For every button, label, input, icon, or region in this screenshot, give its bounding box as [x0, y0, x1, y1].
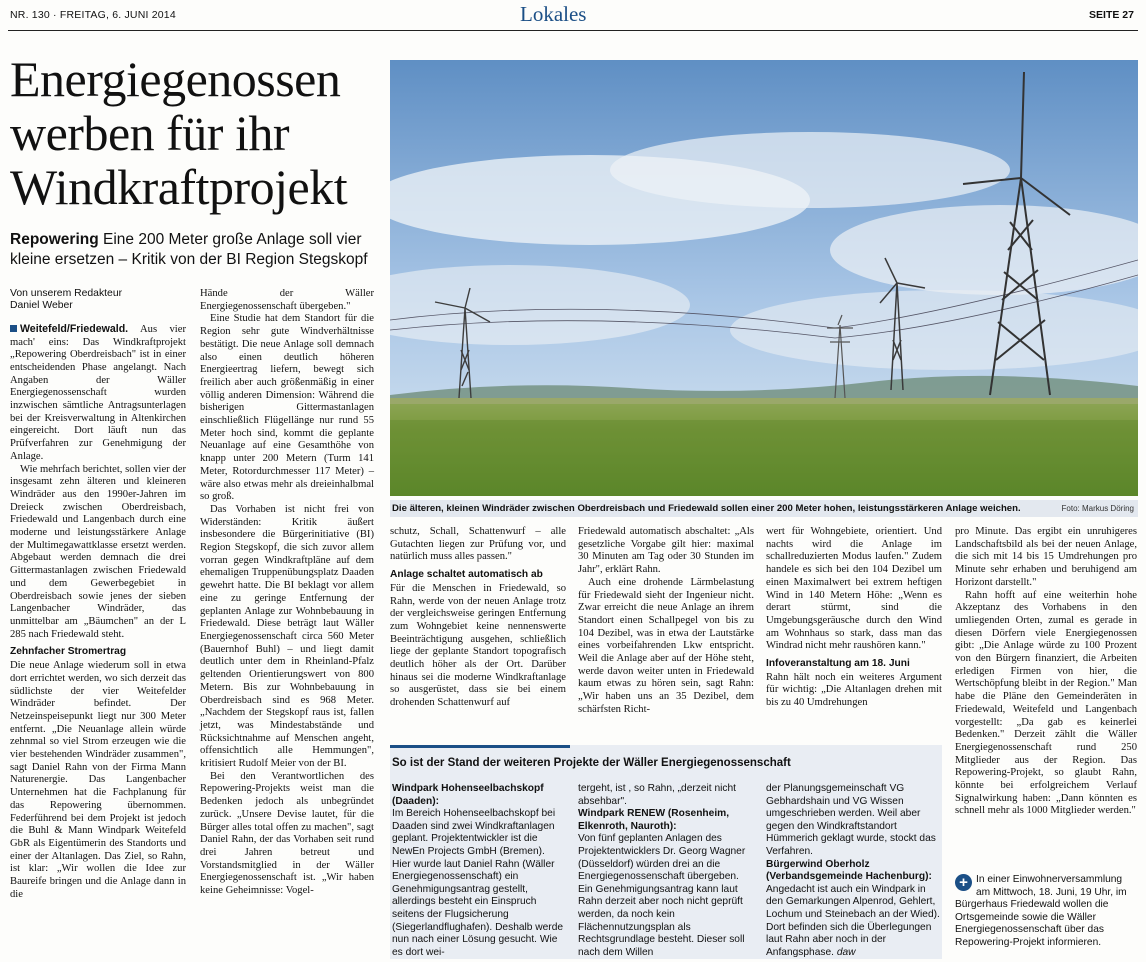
col1-p2: Wie mehrfach berichtet, sollen vier der insgesamt zehn älteren und kleineren Windräder aus den 1990er-Jahren im Dreieck zwischen Oberdreisbach, Friedewald und Langenbach durch eine moderne und leistungsstärkere Anlage der Multimegawattklasse ersetzt werden. Abgebaut werden demnach die drei Gittermastanlagen zwischen Friedewald und dem Gewerbegebiet in Oberdreisbach sowie jenes der sieben Langenbacher Windräder, das unmittelbar am „Bäumchen" an der L 285 nach Friedewald steht.	[10, 463, 186, 640]
box-signature: daw	[836, 946, 856, 958]
column-5	[766, 526, 942, 710]
column-2	[200, 288, 374, 898]
box-text-1: Im Bereich Hohenseelbachskopf bei Daaden sind zwei Windkraftanlagen geplant. Projektentwickler ist die NewEn Projects GmbH (Bremen). Hier wurde laut Daniel Rahn (Wäller Energiegenossenschaft) ein Genehmigungsantrag gestellt, allerdings besteht ein Einspruch seitens der Flugsicherung (Siegerlandflughafen). Deshalb werde nun nach einer Lösung gesucht. Wie es dort wei-	[392, 808, 564, 958]
column-1	[10, 288, 186, 901]
col5-p2: Rahn hält noch ein weiteres Argument für wichtig: „Die Altanlagen drehen mit bis zu 40 Umdrehungen	[766, 671, 942, 709]
box-col-1	[392, 783, 564, 959]
box-head-2: Windpark RENEW (Rosenheim, Elkenroth, Nauroth):	[578, 808, 730, 832]
col4-p2: Auch eine drohende Lärmbelastung für Friedewald sieht der Ingenieur nicht. Zwar erreicht die neue Anlage an ihrem Standort einen Schallpegel von bis zu 104 Dezibel, was in etwa der Lautstärke eines vorbeifahrenden Lkw entspricht. Weil die Anlage aber auf der Höhe steht, werde davon weiter unten in Friedewald kaum etwas zu hören sein, sagt Rahn: „Wir haben uns an 35 Dezibel, dem schärfsten Richt-	[578, 576, 754, 715]
col2-p3: Das Vorhaben ist nicht frei von Widerständen: Kritik äußert insbesondere die Bürgerinitiative (BI) Region Stegskopf, die sich zuvor allem vorran gegen Windkraftpläne auf dem ehemaligen Truppenübungsplatz Daaden gewehrt hatte. Die BI beklagt vor allem eine zu geringe Entfernung der geplanten Anlage zur Wohnbebauung in Friedewald. Diese beträgt laut Wäller Energiegenossenschaft circa 560 Meter (Bauernhof Buhl) – und liegt damit deutlich unter dem in Rheinland-Pfalz geltenden Orientierungswert von 800 Metern. Bis zur Wohnbebauung in Oberdreisbach sind es 968 Meter. „Nachdem der Stegskopf raus ist, fallen jetzt, was Mindestabstände und Rücksichtnahme auf Menschen angeht, offensichtlich alle Hemmungen", kritisiert Rudolf Meier von der BI.	[200, 503, 374, 770]
subheadline	[10, 230, 382, 270]
dateline: Weitefeld/Friedewald.	[20, 322, 129, 335]
plus-circle-icon: +	[955, 874, 972, 891]
header-rule	[8, 30, 1138, 31]
col1-p3: Die neue Anlage wiederum soll in etwa dort errichtet werden, wo sich derzeit das südlichste der vier Weitefelder Windräder befindet. Der Netzeinspeisepunkt liegt nur 300 Meter entfernt. „Die Neuanlage allein würde zehnmal so viel Strom erzeugen wie die vier bestehenden Windräder zusammen", sagt Daniel Rahn von der Firma Mann Naturenergie. Das Langenbacher Unternehmen hat die Fachplanung für das Repowering übernommen. Federführend bei dem Projekt ist jedoch die Buhl & Mann Windpark Weitefeld GbR als Eigentümerin des Standorts und einer der Altanlagen. Das Ziel, so Rahn, ist klar: „Wir wollen die Idee zur Baureife bringen und die Anlage dann in die	[10, 660, 186, 900]
byline	[10, 288, 186, 313]
col6-p1: pro Minute. Das ergibt ein unruhigeres Landschaftsbild als bei der neuen Anlage, die sich mit 14 bis 15 Umdrehungen pro Minute sehr erhaben und beruhigend am Horizont darstellt."	[955, 526, 1137, 588]
box-col-2	[578, 783, 750, 959]
page-number: SEITE 27	[1089, 9, 1134, 21]
info-box	[390, 745, 942, 959]
subhead-zehnfacher: Zehnfacher Stromertrag	[10, 646, 127, 658]
col1-p1: Aus vier mach' eins: Das Windkraftprojekt „Repowering Oberdreisbach" ist in einer entscheidenden Phase angelangt. Nach Angaben der Wäller Energiegenossenschaft wurden inzwischen sämtliche Antragsunterlagen bei der Kreisverwaltung in Altenkirchen eingereicht. Dort läuft nun das Prüfverfahren zur Genehmigung der Anlage.	[10, 323, 186, 462]
photo-caption	[390, 500, 1138, 517]
col3-p1: schutz, Schall, Schattenwurf – alle Gutachten liegen zur Prüfung vor, und natürlich muss alles passen."	[390, 526, 566, 563]
event-note-text: In einer Einwohnerversammlung am Mittwoch, 18. Juni, 19 Uhr, im Bürgerhaus Friedewald wollen die Ortsgemeinde sowie die Wäller Energiegenossenschaft über das Repowering-Projekt informieren.	[955, 874, 1127, 948]
box-head-1: Windpark Hohenseelbachskopf (Daaden):	[392, 783, 544, 807]
col2-p2: Eine Studie hat dem Standort für die Region sehr gute Windverhältnisse bestätigt. Die neue Anlage soll demnach also einen deutlich höheren Energieertrag liefern, bewegt sich freilich aber auch größenmäßig in einer völlig anderen Dimension: Während die bisherigen Gittermastanlagen einschließlich Flügellänge nur rund 55 Meter hoch sind, kommt die geplante Neuanlage auf eine Gesamthöhe von knapp unter 200 Metern (Turm 141 Meter, Rotordurchmesser 117 Meter) – wäre also etwas mehr als dreieinhalbmal so groß.	[200, 313, 374, 503]
col2-p4: Bei den Verantwortlichen des Repowering-Projekts weist man die Bedenken jedoch als unbegründet zurück. „Unsere Devise lautet, für die Bürger alles total offen zu machen", sagt Daniel Rahn, der das Vorhaben seit rund drei Jahren betreut und Vorstandsmitglied in der Wäller Energiegenossenschaft ist. „Wir haben keine Geheimnisse: Vogel-	[200, 770, 374, 897]
column-6	[955, 526, 1137, 818]
caption-text: Die älteren, kleinen Windräder zwischen Oberdreisbach und Friedewald sollen einer 200 Meter hohen, leistungsstärkeren Anlage weichen.	[392, 503, 1021, 514]
column-4	[578, 526, 754, 717]
col6-p2: Rahn hofft auf eine weiterhin hohe Akzeptanz des Vorhabens in den umliegenden Orten, zumal es gerade in diesen Dörfern viele Energiegenossen gibt: „Die Anlage würde zu 100 Prozent von den Bürgern finanziert, die Arbeiten erledigen Firmen von hier, die Wertschöpfung bleibt in der Region." Man habe die Pläne den Gemeinderäten in Friedewald, Weitefeld und Langenbach vorgestellt: „Da gab es keinerlei Bedenken." Derzeit zählt die Wäller Energiegenossenschaft rund 250 Mitglieder aus der Region. Das Repowering-Projekt, so glaubt Rahn, könnte bei erfolgreichem Verlauf Signalwirkung haben: „Dann könnten es schnell mehr als 1000 Mitglieder werden."	[955, 589, 1137, 817]
col2-p1: Hände der Wäller Energiegenossenschaft übergeben."	[200, 288, 374, 312]
col4-p1: Friedewald automatisch abschaltet: „Als gesetzliche Vorgabe gilt hier: maximal 30 Minuten am Tag oder 30 Stunden im Jahr", erklärt Rahn.	[578, 526, 754, 576]
column-3	[390, 526, 566, 710]
subhead-infoveranstaltung: Infoveranstaltung am 18. Juni	[766, 658, 910, 670]
box-col-3	[766, 783, 940, 959]
col3-p2: Für die Menschen in Friedewald, so Rahn, werde von der neuen Anlage trotz der vergleichsweise geringen Entfernung zum Wohngebiet keine nennenswerte Beeinträchtigung ausgehen, schließlich liege der geplante Standort topografisch deutlich höher als der Ort. Darüber hinaus sei die moderne Windkraftanlage so ausgerüstet, dass sie bei einem drohenden Schattenwurf auf	[390, 582, 566, 709]
byline-author: Daniel Weber	[10, 300, 73, 312]
box-head-3: Bürgerwind Oberholz (Verbandsgemeinde Hachenburg):	[766, 858, 932, 883]
box-text-2a: tergeht, ist , so Rahn, „derzeit nicht absehbar".	[578, 783, 736, 807]
section-title: Lokales	[520, 2, 587, 26]
subhead-text: Eine 200 Meter große Anlage soll vier kleine ersetzen – Kritik von der BI Region Stegskopf	[10, 231, 368, 268]
headline: Energiegenossen werben für ihr Windkraftprojekt	[10, 51, 348, 215]
photo-credit: Foto: Markus Döring	[1061, 504, 1134, 513]
info-box-title: So ist der Stand der weiteren Projekte der Wäller Energiegenossenschaft	[392, 757, 791, 769]
kicker: Repowering	[10, 231, 99, 248]
subhead-anlage: Anlage schaltet automatisch ab	[390, 569, 543, 581]
col5-p1: wert für Wohngebiete, orientiert. Und nachts wird die Anlage im schallreduzierten Modus laufen." Zudem handele es sich bei den 104 Dezibel um einen Maximalwert bei extrem heftigen Wind in 140 Metern Höhe: „Wenn es derart stürmt, sind die Umgebungsgeräusche durch den Wind am Wohnhaus so stark, dass man das Windrad nicht mehr raushören kann."	[766, 526, 942, 652]
issue-line: NR. 130 · FREITAG, 6. JUNI 2014	[10, 9, 176, 21]
byline-role: Von unserem Redakteur	[10, 288, 123, 299]
wind-turbines-photo	[390, 60, 1138, 496]
box-text-3a: der Planungsgemeinschaft VG Gebhardshain und VG Wissen umgeschrieben werden. Weil aber gegen den Windkraftstandort Hümmerich geklagt wurde, stockt das Verfahren.	[766, 783, 936, 857]
box-top-rule	[390, 745, 570, 748]
bullet-square-icon	[10, 325, 17, 332]
box-text-3b: Angedacht ist auch ein Windpark in den Gemarkungen Alpenrod, Gehlert, Lochum und Steinebach an der Wied). Dort befinden sich die Überlegungen laut Rahn aber noch in der Anfangsphase.	[766, 883, 940, 958]
photo	[390, 60, 1138, 496]
event-note	[955, 874, 1137, 950]
box-text-2b: Von fünf geplanten Anlagen des Projektentwicklers Dr. Georg Wagner (Düsseldorf) würden drei an die Energiegenossenschaft übergeben. Ein Genehmigungsantrag kann laut Rahn derzeit aber noch nicht geprüft werden, da noch kein Flächennutzungsplan als Rechtsgrundlage besteht. Dieser soll nach dem Willen	[578, 833, 746, 958]
